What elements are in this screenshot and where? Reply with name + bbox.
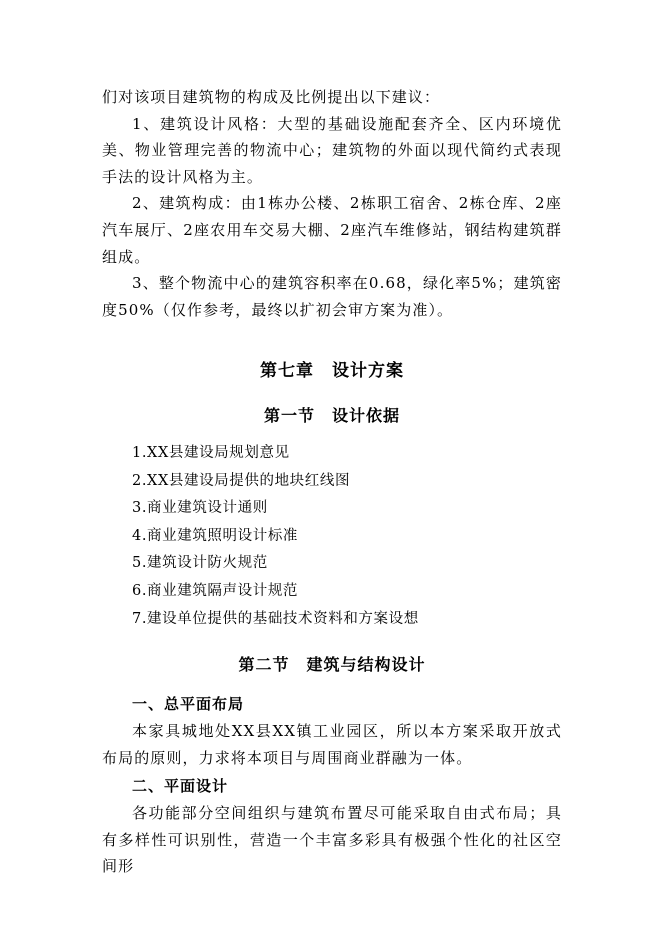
section-title-basis: 第一节 设计依据 bbox=[263, 406, 400, 425]
chapter-title: 第七章 设计方案 bbox=[260, 361, 404, 381]
site-layout-body: 本家具城地处XX县XX镇工业园区，所以本方案采取开放式布局的原则，力求将本项目与周围商业群融为一体。 bbox=[102, 722, 562, 767]
intro-item-composition: 2、建筑构成：由1栋办公楼、2栋职工宿舍、2栋仓库、2座汽车展厅、2座农用车交易大棚、2座汽车维修站，钢结构建筑群组成。 bbox=[102, 194, 562, 266]
intro-item-style: 1、建筑设计风格：大型的基础设施配套齐全、区内环境优美、物业管理完善的物流中心；建筑物的外面以现代简约式表现手法的设计风格为主。 bbox=[102, 114, 562, 186]
plan-design-block bbox=[102, 800, 562, 880]
basis-item: 3.商业建筑设计通则 bbox=[132, 500, 268, 517]
basis-item: 1.XX县建设局规划意见 bbox=[132, 445, 290, 461]
basis-list bbox=[132, 440, 419, 633]
basis-item: 5.建筑设计防火规范 bbox=[132, 555, 268, 572]
intro-item-ratio: 3、整个物流中心的建筑容积率在0.68，绿化率5%；建筑密度50%（仅作参考，最终以扩初会审方案为准）。 bbox=[102, 274, 562, 319]
subhead-plan-design: 二、平面设计 bbox=[132, 777, 229, 795]
subhead-site-layout: 一、总平面布局 bbox=[132, 695, 245, 713]
section-title-architecture: 第二节 建筑与结构设计 bbox=[238, 655, 426, 674]
plan-design-body: 各功能部分空间组织与建筑布置尽可能采取自由式布局；具有多样性可识别性，营造一个丰富多彩具有极强个性化的社区空间形 bbox=[102, 804, 562, 876]
basis-item: 6.商业建筑隔声设计规范 bbox=[132, 582, 299, 599]
basis-item: 7.建设单位提供的基础技术资料和方案设想 bbox=[132, 610, 419, 627]
basis-item: 4.商业建筑照明设计标准 bbox=[132, 527, 299, 544]
basis-item: 2.XX县建设局提供的地块红线图 bbox=[132, 472, 351, 489]
intro-lead: 们对该项目建筑物的构成及比例提出以下建议： bbox=[102, 88, 441, 106]
intro-block bbox=[102, 84, 562, 323]
site-layout-block bbox=[102, 718, 562, 771]
